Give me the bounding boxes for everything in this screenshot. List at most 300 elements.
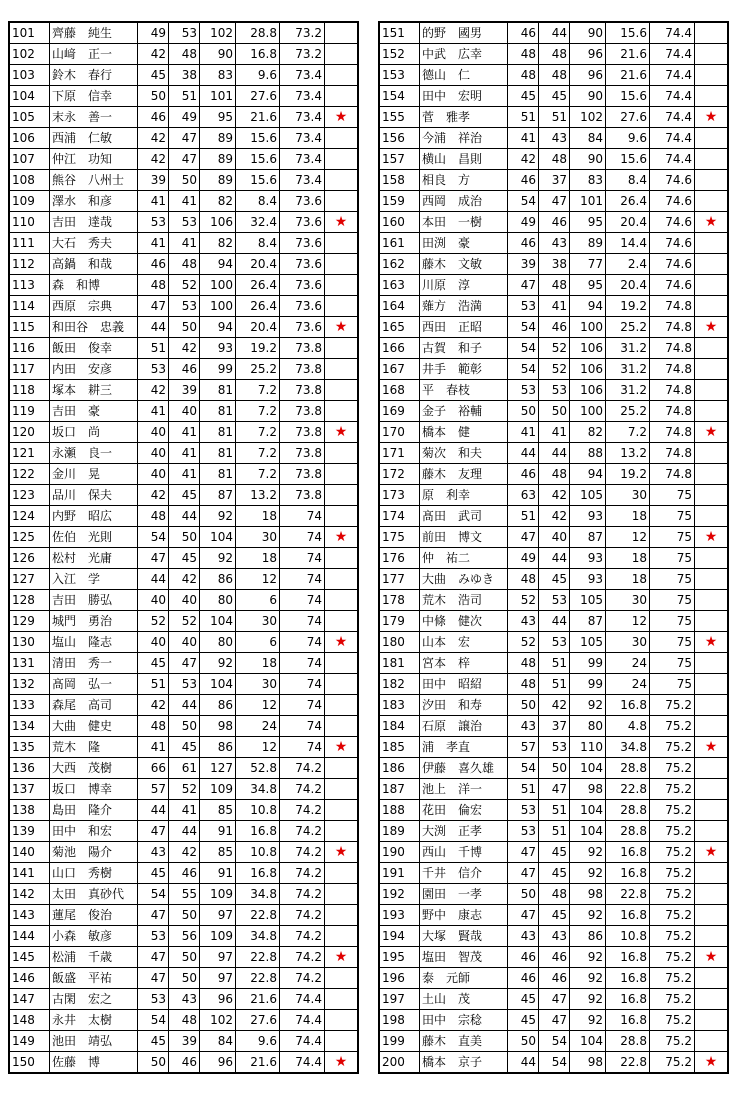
player-name: 品川 保夫 <box>50 485 138 506</box>
player-name: 荒木 隆 <box>50 737 138 758</box>
star-mark <box>695 65 729 86</box>
entry-number: 117 <box>9 359 50 380</box>
score-first: 46 <box>508 233 539 254</box>
entry-number: 124 <box>9 506 50 527</box>
player-name: 大曲 健史 <box>50 716 138 737</box>
score-total: 100 <box>570 317 606 338</box>
points: 20.4 <box>606 275 650 296</box>
points: 18 <box>236 653 280 674</box>
table-row <box>379 338 728 359</box>
results-table-right <box>378 21 729 1074</box>
table-row <box>9 65 358 86</box>
score-first: 47 <box>138 821 169 842</box>
entry-number: 151 <box>379 22 420 44</box>
table-row <box>379 254 728 275</box>
score-total: 106 <box>570 380 606 401</box>
rating: 73.4 <box>280 170 325 191</box>
star-mark: ★ <box>695 632 729 653</box>
star-mark <box>695 401 729 422</box>
player-name: 永井 太樹 <box>50 1010 138 1031</box>
score-first: 44 <box>508 443 539 464</box>
star-mark <box>325 989 359 1010</box>
player-name: 内野 昭広 <box>50 506 138 527</box>
entry-number: 159 <box>379 191 420 212</box>
table-row <box>379 401 728 422</box>
star-mark <box>325 296 359 317</box>
results-table-left <box>8 21 359 1074</box>
points: 22.8 <box>606 779 650 800</box>
player-name: 吉田 達哉 <box>50 212 138 233</box>
score-total: 109 <box>200 779 236 800</box>
score-first: 43 <box>508 926 539 947</box>
score-total: 104 <box>570 1031 606 1052</box>
rating: 73.6 <box>280 233 325 254</box>
entry-number: 149 <box>9 1031 50 1052</box>
entry-number: 118 <box>9 380 50 401</box>
rating: 75 <box>650 506 695 527</box>
star-mark <box>325 884 359 905</box>
points: 9.6 <box>236 65 280 86</box>
entry-number: 156 <box>379 128 420 149</box>
table-row <box>9 191 358 212</box>
player-name: 伊藤 喜久雄 <box>420 758 508 779</box>
rating: 73.2 <box>280 44 325 65</box>
entry-number: 183 <box>379 695 420 716</box>
rating: 74.2 <box>280 968 325 989</box>
score-first: 54 <box>138 527 169 548</box>
points: 19.2 <box>606 464 650 485</box>
star-mark <box>695 611 729 632</box>
star-mark <box>325 863 359 884</box>
player-name: 田渕 豪 <box>420 233 508 254</box>
entry-number: 133 <box>9 695 50 716</box>
score-total: 97 <box>200 947 236 968</box>
score-total: 99 <box>570 653 606 674</box>
points: 19.2 <box>606 296 650 317</box>
score-first: 53 <box>138 212 169 233</box>
entry-number: 130 <box>9 632 50 653</box>
rating: 74.2 <box>280 779 325 800</box>
score-first: 47 <box>138 548 169 569</box>
score-second: 44 <box>169 695 200 716</box>
star-mark <box>695 716 729 737</box>
points: 16.8 <box>606 695 650 716</box>
table-row <box>9 821 358 842</box>
player-name: 金川 晃 <box>50 464 138 485</box>
rating: 75 <box>650 485 695 506</box>
rating: 75.2 <box>650 989 695 1010</box>
player-name: 今浦 祥治 <box>420 128 508 149</box>
score-first: 42 <box>138 485 169 506</box>
score-total: 94 <box>570 464 606 485</box>
entry-number: 154 <box>379 86 420 107</box>
points: 21.6 <box>236 107 280 128</box>
table-row <box>379 22 728 44</box>
score-first: 44 <box>138 569 169 590</box>
score-first: 50 <box>138 1052 169 1074</box>
entry-number: 139 <box>9 821 50 842</box>
score-first: 53 <box>508 380 539 401</box>
score-second: 52 <box>169 779 200 800</box>
table-row <box>9 632 358 653</box>
score-second: 45 <box>169 737 200 758</box>
star-mark: ★ <box>325 632 359 653</box>
table-row <box>9 968 358 989</box>
points: 21.6 <box>236 1052 280 1074</box>
rating: 74 <box>280 674 325 695</box>
score-total: 105 <box>570 590 606 611</box>
score-first: 42 <box>138 380 169 401</box>
entry-number: 102 <box>9 44 50 65</box>
rating: 75 <box>650 674 695 695</box>
score-total: 95 <box>200 107 236 128</box>
rating: 73.8 <box>280 380 325 401</box>
rating: 75.2 <box>650 737 695 758</box>
score-second: 45 <box>539 569 570 590</box>
rating: 74.6 <box>650 191 695 212</box>
score-first: 39 <box>138 170 169 191</box>
score-total: 98 <box>570 884 606 905</box>
rating: 73.8 <box>280 464 325 485</box>
entry-number: 113 <box>9 275 50 296</box>
score-second: 53 <box>169 22 200 44</box>
player-name: 宮本 梓 <box>420 653 508 674</box>
table-row <box>379 149 728 170</box>
table-row <box>379 779 728 800</box>
points: 7.2 <box>236 443 280 464</box>
points: 20.4 <box>606 212 650 233</box>
points: 15.6 <box>606 22 650 44</box>
score-second: 45 <box>169 485 200 506</box>
table-row <box>9 485 358 506</box>
star-mark <box>325 275 359 296</box>
score-total: 102 <box>570 107 606 128</box>
rating: 75.2 <box>650 926 695 947</box>
score-total: 94 <box>570 296 606 317</box>
entry-number: 171 <box>379 443 420 464</box>
points: 13.2 <box>606 443 650 464</box>
points: 28.8 <box>606 1031 650 1052</box>
score-first: 41 <box>508 128 539 149</box>
score-second: 42 <box>539 695 570 716</box>
entry-number: 114 <box>9 296 50 317</box>
star-mark <box>325 1010 359 1031</box>
star-mark <box>325 590 359 611</box>
rating: 75.2 <box>650 842 695 863</box>
player-name: 池田 靖弘 <box>50 1031 138 1052</box>
points: 14.4 <box>606 233 650 254</box>
score-first: 43 <box>508 716 539 737</box>
score-second: 39 <box>169 380 200 401</box>
points: 22.8 <box>606 1052 650 1074</box>
table-row <box>9 86 358 107</box>
rating: 74.2 <box>280 884 325 905</box>
player-name: 蓮尾 俊治 <box>50 905 138 926</box>
player-name: 田中 和宏 <box>50 821 138 842</box>
table-row <box>379 128 728 149</box>
table-row <box>379 170 728 191</box>
score-total: 92 <box>570 947 606 968</box>
entry-number: 111 <box>9 233 50 254</box>
table-row <box>9 695 358 716</box>
points: 30 <box>606 632 650 653</box>
score-second: 53 <box>539 737 570 758</box>
score-total: 104 <box>200 527 236 548</box>
rating: 75 <box>650 527 695 548</box>
score-total: 101 <box>200 86 236 107</box>
rating: 74.8 <box>650 296 695 317</box>
table-row <box>379 317 728 338</box>
table-row <box>9 779 358 800</box>
star-mark: ★ <box>695 527 729 548</box>
rating: 74.2 <box>280 947 325 968</box>
rating: 74.2 <box>280 905 325 926</box>
score-first: 52 <box>508 632 539 653</box>
score-second: 44 <box>539 22 570 44</box>
entry-number: 108 <box>9 170 50 191</box>
score-first: 42 <box>508 149 539 170</box>
star-mark <box>695 884 729 905</box>
points: 18 <box>606 548 650 569</box>
entry-number: 132 <box>9 674 50 695</box>
star-mark <box>695 464 729 485</box>
score-first: 45 <box>138 65 169 86</box>
table-row <box>379 737 728 758</box>
score-second: 53 <box>539 632 570 653</box>
player-name: 大塚 賢哉 <box>420 926 508 947</box>
points: 31.2 <box>606 380 650 401</box>
star-mark <box>325 716 359 737</box>
player-name: 森尾 高司 <box>50 695 138 716</box>
rating: 73.2 <box>280 22 325 44</box>
rating: 74.4 <box>650 149 695 170</box>
rating: 73.8 <box>280 359 325 380</box>
star-mark <box>325 233 359 254</box>
table-row <box>379 695 728 716</box>
table-row <box>9 317 358 338</box>
player-name: 中條 健次 <box>420 611 508 632</box>
score-total: 92 <box>200 506 236 527</box>
entry-number: 107 <box>9 149 50 170</box>
points: 16.8 <box>236 863 280 884</box>
score-second: 40 <box>169 401 200 422</box>
rating: 74.4 <box>280 1010 325 1031</box>
score-first: 54 <box>508 359 539 380</box>
score-first: 45 <box>138 1031 169 1052</box>
player-name: 井手 範彰 <box>420 359 508 380</box>
score-second: 44 <box>169 506 200 527</box>
score-second: 47 <box>539 1010 570 1031</box>
score-second: 41 <box>169 422 200 443</box>
score-total: 87 <box>570 611 606 632</box>
rating: 73.6 <box>280 212 325 233</box>
score-second: 48 <box>539 65 570 86</box>
entry-number: 200 <box>379 1052 420 1074</box>
table-row <box>9 716 358 737</box>
score-total: 105 <box>570 632 606 653</box>
points: 12 <box>236 569 280 590</box>
table-row <box>9 254 358 275</box>
score-first: 46 <box>508 170 539 191</box>
points: 34.8 <box>236 779 280 800</box>
entry-number: 103 <box>9 65 50 86</box>
rating: 75.2 <box>650 800 695 821</box>
player-name: 澤水 和彦 <box>50 191 138 212</box>
score-second: 37 <box>539 716 570 737</box>
star-mark: ★ <box>695 212 729 233</box>
star-mark <box>325 1031 359 1052</box>
star-mark: ★ <box>325 842 359 863</box>
star-mark: ★ <box>695 317 729 338</box>
score-second: 44 <box>169 821 200 842</box>
star-mark <box>695 443 729 464</box>
score-total: 101 <box>570 191 606 212</box>
score-second: 46 <box>539 947 570 968</box>
score-second: 48 <box>169 44 200 65</box>
points: 15.6 <box>236 149 280 170</box>
score-second: 50 <box>169 317 200 338</box>
score-total: 104 <box>200 611 236 632</box>
score-total: 97 <box>200 968 236 989</box>
player-name: 塚本 耕三 <box>50 380 138 401</box>
points: 2.4 <box>606 254 650 275</box>
player-name: 西田 正昭 <box>420 317 508 338</box>
points: 9.6 <box>606 128 650 149</box>
score-total: 105 <box>570 485 606 506</box>
score-total: 90 <box>570 149 606 170</box>
rating: 73.8 <box>280 401 325 422</box>
rating: 74.4 <box>650 128 695 149</box>
player-name: 高鍋 和哉 <box>50 254 138 275</box>
entry-number: 142 <box>9 884 50 905</box>
player-name: 島田 隆介 <box>50 800 138 821</box>
rating: 75.2 <box>650 1052 695 1074</box>
star-mark <box>325 695 359 716</box>
table-row <box>9 737 358 758</box>
entry-number: 196 <box>379 968 420 989</box>
score-total: 98 <box>200 716 236 737</box>
player-name: 野中 康志 <box>420 905 508 926</box>
points: 8.4 <box>236 233 280 254</box>
rating: 74.6 <box>650 254 695 275</box>
entry-number: 174 <box>379 506 420 527</box>
score-first: 52 <box>508 590 539 611</box>
table-row <box>9 22 358 44</box>
star-mark <box>325 338 359 359</box>
player-name: 園田 一孝 <box>420 884 508 905</box>
score-first: 47 <box>138 968 169 989</box>
rating: 74.8 <box>650 443 695 464</box>
score-first: 47 <box>138 947 169 968</box>
table-row <box>9 1031 358 1052</box>
player-name: 千井 信介 <box>420 863 508 884</box>
score-first: 43 <box>138 842 169 863</box>
score-first: 44 <box>138 800 169 821</box>
entry-number: 112 <box>9 254 50 275</box>
table-row <box>379 800 728 821</box>
star-mark <box>325 506 359 527</box>
entry-number: 134 <box>9 716 50 737</box>
entry-number: 126 <box>9 548 50 569</box>
score-first: 53 <box>508 296 539 317</box>
points: 10.8 <box>236 800 280 821</box>
star-mark <box>695 695 729 716</box>
entry-number: 161 <box>379 233 420 254</box>
score-total: 109 <box>200 884 236 905</box>
star-mark <box>695 128 729 149</box>
score-first: 39 <box>508 254 539 275</box>
rating: 74.8 <box>650 464 695 485</box>
score-first: 51 <box>138 674 169 695</box>
player-name: 森 和博 <box>50 275 138 296</box>
score-second: 48 <box>169 1010 200 1031</box>
table-row <box>379 989 728 1010</box>
points: 15.6 <box>236 170 280 191</box>
entry-number: 145 <box>9 947 50 968</box>
rating: 73.4 <box>280 107 325 128</box>
player-name: 金子 裕輔 <box>420 401 508 422</box>
rating: 74 <box>280 695 325 716</box>
star-mark: ★ <box>325 737 359 758</box>
table-row <box>9 1010 358 1031</box>
score-second: 39 <box>169 1031 200 1052</box>
score-second: 52 <box>169 611 200 632</box>
star-mark <box>695 485 729 506</box>
star-mark <box>695 44 729 65</box>
points: 16.8 <box>606 968 650 989</box>
score-second: 40 <box>169 590 200 611</box>
player-name: 吉田 勝弘 <box>50 590 138 611</box>
table-row <box>379 296 728 317</box>
score-first: 45 <box>508 1010 539 1031</box>
entry-number: 198 <box>379 1010 420 1031</box>
score-second: 41 <box>169 800 200 821</box>
star-mark <box>695 569 729 590</box>
entry-number: 119 <box>9 401 50 422</box>
score-first: 41 <box>508 422 539 443</box>
table-row <box>379 611 728 632</box>
entry-number: 123 <box>9 485 50 506</box>
player-name: 和田谷 忠義 <box>50 317 138 338</box>
points: 52.8 <box>236 758 280 779</box>
entry-number: 185 <box>379 737 420 758</box>
score-total: 96 <box>570 44 606 65</box>
star-mark <box>695 254 729 275</box>
player-name: 佐伯 光則 <box>50 527 138 548</box>
star-mark <box>325 380 359 401</box>
entry-number: 144 <box>9 926 50 947</box>
points: 4.8 <box>606 716 650 737</box>
entry-number: 147 <box>9 989 50 1010</box>
score-first: 50 <box>508 884 539 905</box>
player-name: 塩田 智茂 <box>420 947 508 968</box>
table-row <box>379 653 728 674</box>
score-second: 52 <box>539 338 570 359</box>
star-mark: ★ <box>695 1052 729 1074</box>
score-second: 56 <box>169 926 200 947</box>
score-first: 48 <box>508 44 539 65</box>
points: 30 <box>236 611 280 632</box>
score-total: 93 <box>200 338 236 359</box>
points: 15.6 <box>606 86 650 107</box>
score-first: 54 <box>138 884 169 905</box>
rating: 73.6 <box>280 275 325 296</box>
table-row <box>9 506 358 527</box>
points: 25.2 <box>606 317 650 338</box>
score-second: 50 <box>539 401 570 422</box>
points: 24 <box>236 716 280 737</box>
rating: 73.4 <box>280 65 325 86</box>
